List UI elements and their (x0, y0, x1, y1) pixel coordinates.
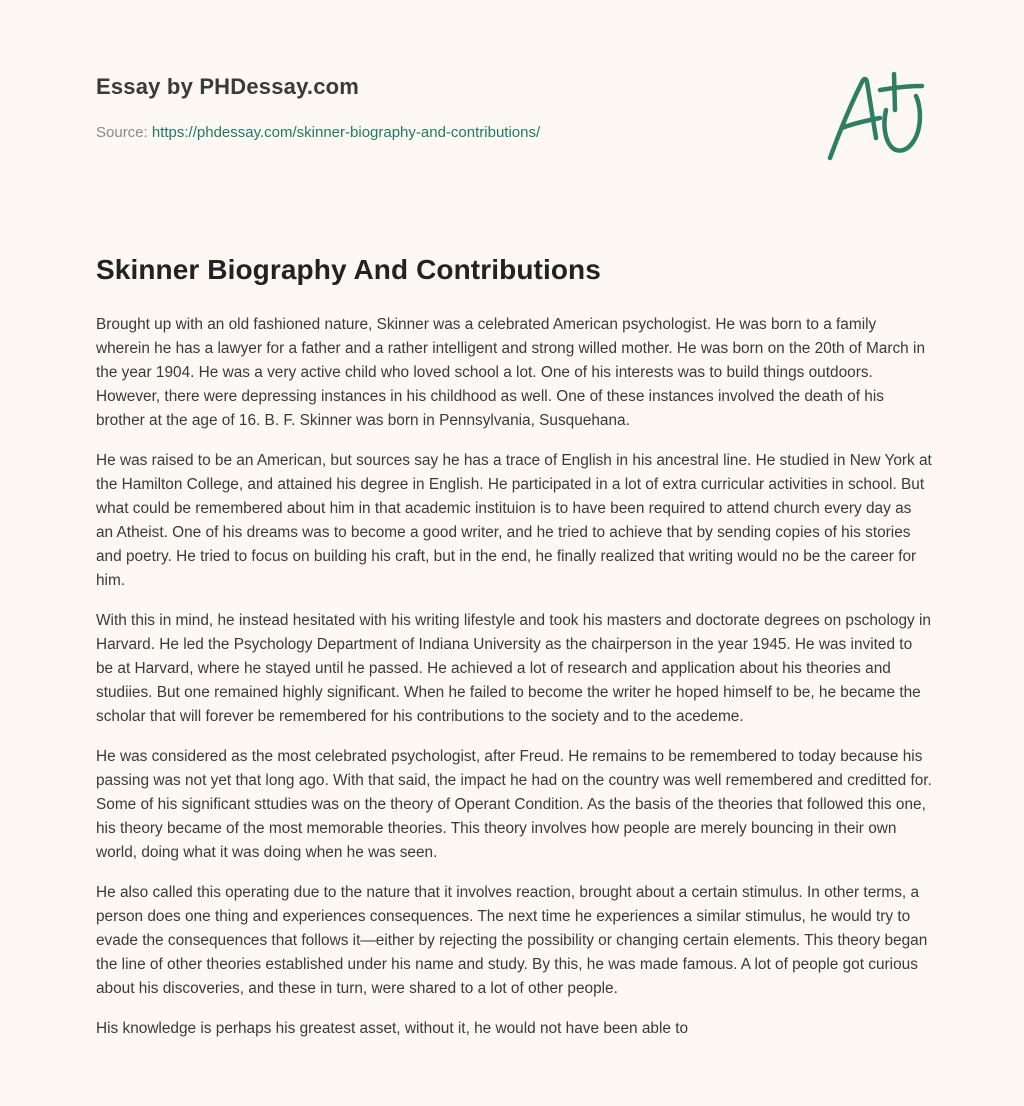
essay-title: Skinner Biography And Contributions (96, 254, 601, 285)
essay-body (96, 313, 932, 1057)
source-line (96, 124, 540, 141)
a-plus-grade-icon (822, 66, 928, 166)
source-label: Source: (96, 124, 152, 141)
essay-paragraph: He also called this operating due to the nature that it involves reaction, brought about a certain stimulus. In other terms, a person does one thing and experiences consequences. The next time he experiences a similar stimulus, he would try to evade the consequences that follows it—either by rejecting the possibility or changing certain elements. This theory began the line of other theories established under his name and study. By this, he was made famous. A lot of people got curious about his discoveries, and these in turn, were shared to a lot of other people. (96, 884, 928, 997)
essay-paragraph: His knowledge is perhaps his greatest asset, without it, he would not have been able to (96, 1020, 689, 1037)
essay-paragraph: He was considered as the most celebrated psychologist, after Freud. He remains to be remembered to today because his passing was not yet that long ago. With that said, the impact he had on the country was well remembered and creditted for. Some of his significant sttudies was on the theory of Operant Condition. As the basis of the theories that followed this one, his theory became of the most memorable theories. This theory involves how people are merely bouncing in their own world, doing what it was doing when he was seen. (96, 748, 932, 861)
source-link[interactable]: https://phdessay.com/skinner-biography-and-contributions/ (151, 124, 541, 141)
site-brand: Essay by PHDessay.com (96, 74, 360, 99)
essay-paragraph: With this in mind, he instead hesitated with his writing lifestyle and took his masters and doctorate degrees on pschology in Harvard. He led the Psychology Department of Indiana University as the chairperson in the year 1945. He was invited to be at Harvard, where he stayed until he passed. He achieved a lot of research and application about his theories and studiies. But one remained highly significant. When he failed to become the writer he hoped himself to be, he became the scholar that will forever be remembered for his contributions to the society and to the acedeme. (96, 612, 931, 725)
essay-paragraph: Brought up with an old fashioned nature, Skinner was a celebrated American psychologist. He was born to a family wherein he has a lawyer for a father and a rather intelligent and strong willed mother. He was born on the 20th of March in the year 1904. He was a very active child who loved school a lot. One of his interests was to build things outdoors. However, there were depressing instances in his childhood as well. One of these instances involved the death of his brother at the age of 16. B. F. Skinner was born in Pennsylvania, Susquehana. (96, 316, 925, 429)
essay-paragraph: He was raised to be an American, but sources say he has a trace of English in his ancestral line. He studied in New York at the Hamilton College, and attained his degree in English. He participated in a lot of extra curricular activities in school. But what could be remembered about him in that academic instituion is to have been required to attend church every day as an Atheist. One of his dreams was to become a good writer, and he tried to achieve that by sending copies of his stories and poetry. He tried to focus on building his craft, but in the end, he finally realized that writing would no be the career for him. (96, 452, 932, 589)
